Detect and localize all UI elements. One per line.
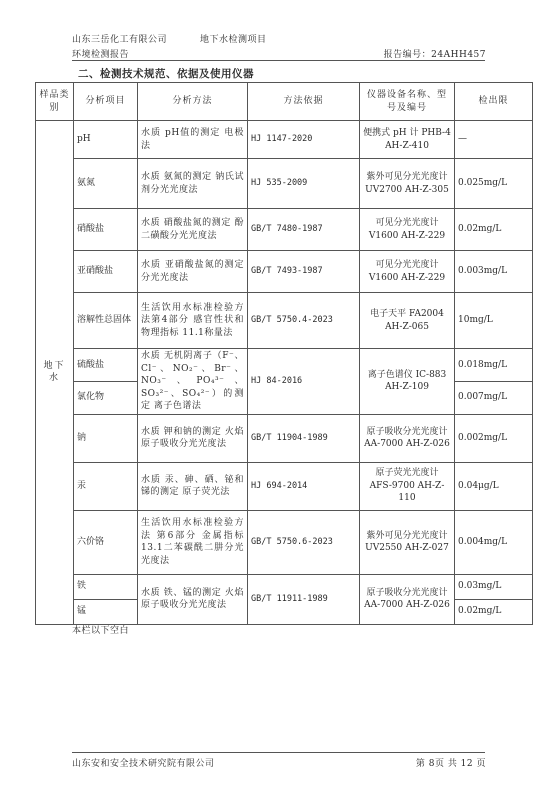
- method-basis: HJ 535-2009: [248, 159, 360, 209]
- table-row: [36, 121, 533, 159]
- header-report-number: 报告编号：24AHH457: [383, 50, 486, 60]
- instrument: 便携式 pH 计 PHB-4 AH-Z-410: [360, 121, 455, 159]
- analysis-method: 水质 氨氮的测定 钠氏试剂分光光度法: [138, 159, 248, 209]
- instrument: 离子色谱仪 IC-883 AH-Z-109: [360, 349, 455, 415]
- detection-limit: 10mg/L: [455, 293, 533, 349]
- instrument: 原子吸收分光光度计 AA-7000 AH-Z-026: [360, 414, 455, 462]
- analysis-item: 硝酸盐: [74, 209, 138, 251]
- analysis-method: 水质 汞、砷、硒、铋和锑的测定 原子荧光法: [138, 462, 248, 510]
- header-basis: 方法依据: [248, 83, 360, 121]
- header-instrument: 仪器设备名称、型号及编号: [360, 83, 455, 121]
- footer-page-number: 第 8页 共 12 页: [415, 759, 486, 769]
- header-category: 样品类别: [36, 83, 74, 121]
- instrument: 可见分光光度计 V1600 AH-Z-229: [360, 251, 455, 293]
- method-basis: GB/T 7493-1987: [248, 251, 360, 293]
- detection-limit: 0.007mg/L: [455, 381, 533, 414]
- analysis-method: 水质 pH值的测定 电极法: [138, 121, 248, 159]
- analysis-method: 生活饮用水标准检验方法 第6部分 金属指标 13.1二苯碳酰二肼分光光度法: [138, 510, 248, 574]
- table-row: [36, 293, 533, 349]
- detection-limit: 0.003mg/L: [455, 251, 533, 293]
- method-basis: GB/T 5750.4-2023: [248, 293, 360, 349]
- header-item: 分析项目: [74, 83, 138, 121]
- table-row: [36, 159, 533, 209]
- instrument: 紫外可见分光光度计 UV2550 AH-Z-027: [360, 510, 455, 574]
- analysis-item: 钠: [74, 414, 138, 462]
- method-basis: GB/T 7480-1987: [248, 209, 360, 251]
- table-row: [36, 209, 533, 251]
- analysis-method: 水质 亚硝酸盐氮的测定 分光光度法: [138, 251, 248, 293]
- method-basis: HJ 84-2016: [248, 349, 360, 415]
- analysis-method: 水质 硝酸盐氮的测定 酚二磺酸分光光度法: [138, 209, 248, 251]
- detection-limit: 0.02mg/L: [455, 599, 533, 624]
- analysis-item: 锰: [74, 599, 138, 624]
- section-title: 二、检测技术规范、依据及使用仪器: [78, 68, 254, 80]
- method-basis: HJ 1147-2020: [248, 121, 360, 159]
- analysis-method: 生活饮用水标准检验方法第4部分 感官性状和物理指标 11.1称量法: [138, 293, 248, 349]
- method-table: [35, 82, 533, 625]
- header-report-type: 环境检测报告: [72, 50, 130, 60]
- analysis-item: 氯化物: [74, 381, 138, 414]
- method-basis: GB/T 11911-1989: [248, 574, 360, 624]
- blank-below-note: 本栏以下空白: [72, 626, 130, 636]
- analysis-item: 六价铬: [74, 510, 138, 574]
- detection-limit: 0.004mg/L: [455, 510, 533, 574]
- table-row: [36, 414, 533, 462]
- analysis-item: 溶解性总固体: [74, 293, 138, 349]
- detection-limit: 0.025mg/L: [455, 159, 533, 209]
- detection-limit: 0.018mg/L: [455, 349, 533, 382]
- sample-category: 地下水: [36, 121, 74, 625]
- analysis-item: 汞: [74, 462, 138, 510]
- table-header-row: [36, 83, 533, 121]
- analysis-method: 水质 无机阴离子（F⁻、Cl⁻、NO₂⁻、Br⁻、NO₃⁻、PO₄³⁻、SO₃²⁻、SO₄²⁻）的测定 离子色谱法: [138, 349, 248, 415]
- header-project: 地下水检测项目: [200, 35, 267, 45]
- method-basis: GB/T 11904-1989: [248, 414, 360, 462]
- header-divider: [72, 60, 485, 61]
- instrument: 可见分光光度计 V1600 AH-Z-229: [360, 209, 455, 251]
- analysis-item: 亚硝酸盐: [74, 251, 138, 293]
- analysis-method: 水质 铁、锰的测定 火焰原子吸收分光光度法: [138, 574, 248, 624]
- table-row: [36, 462, 533, 510]
- table-row: [36, 251, 533, 293]
- detection-limit: 0.04μg/L: [455, 462, 533, 510]
- table-row: [36, 349, 533, 382]
- detection-limit: —: [455, 121, 533, 159]
- method-basis: HJ 694-2014: [248, 462, 360, 510]
- detection-limit: 0.03mg/L: [455, 574, 533, 599]
- analysis-item: 硫酸盐: [74, 349, 138, 382]
- analysis-item: 氨氮: [74, 159, 138, 209]
- detection-limit: 0.002mg/L: [455, 414, 533, 462]
- analysis-item: pH: [74, 121, 138, 159]
- instrument: 电子天平 FA2004 AH-Z-065: [360, 293, 455, 349]
- table-row: [36, 574, 533, 599]
- instrument: 原子荧光光度计 AFS-9700 AH-Z-110: [360, 462, 455, 510]
- table-row: [36, 510, 533, 574]
- method-basis: GB/T 5750.6-2023: [248, 510, 360, 574]
- header-method: 分析方法: [138, 83, 248, 121]
- header-company: 山东三岳化工有限公司: [72, 35, 168, 45]
- instrument: 原子吸收分光光度计 AA-7000 AH-Z-026: [360, 574, 455, 624]
- detection-limit: 0.02mg/L: [455, 209, 533, 251]
- footer-institute: 山东安和安全技术研究院有限公司: [72, 759, 215, 769]
- analysis-method: 水质 钾和钠的测定 火焰原子吸收分光光度法: [138, 414, 248, 462]
- analysis-item: 铁: [74, 574, 138, 599]
- footer-divider: [72, 752, 485, 753]
- instrument: 紫外可见分光光度计 UV2700 AH-Z-305: [360, 159, 455, 209]
- header-limit: 检出限: [455, 83, 533, 121]
